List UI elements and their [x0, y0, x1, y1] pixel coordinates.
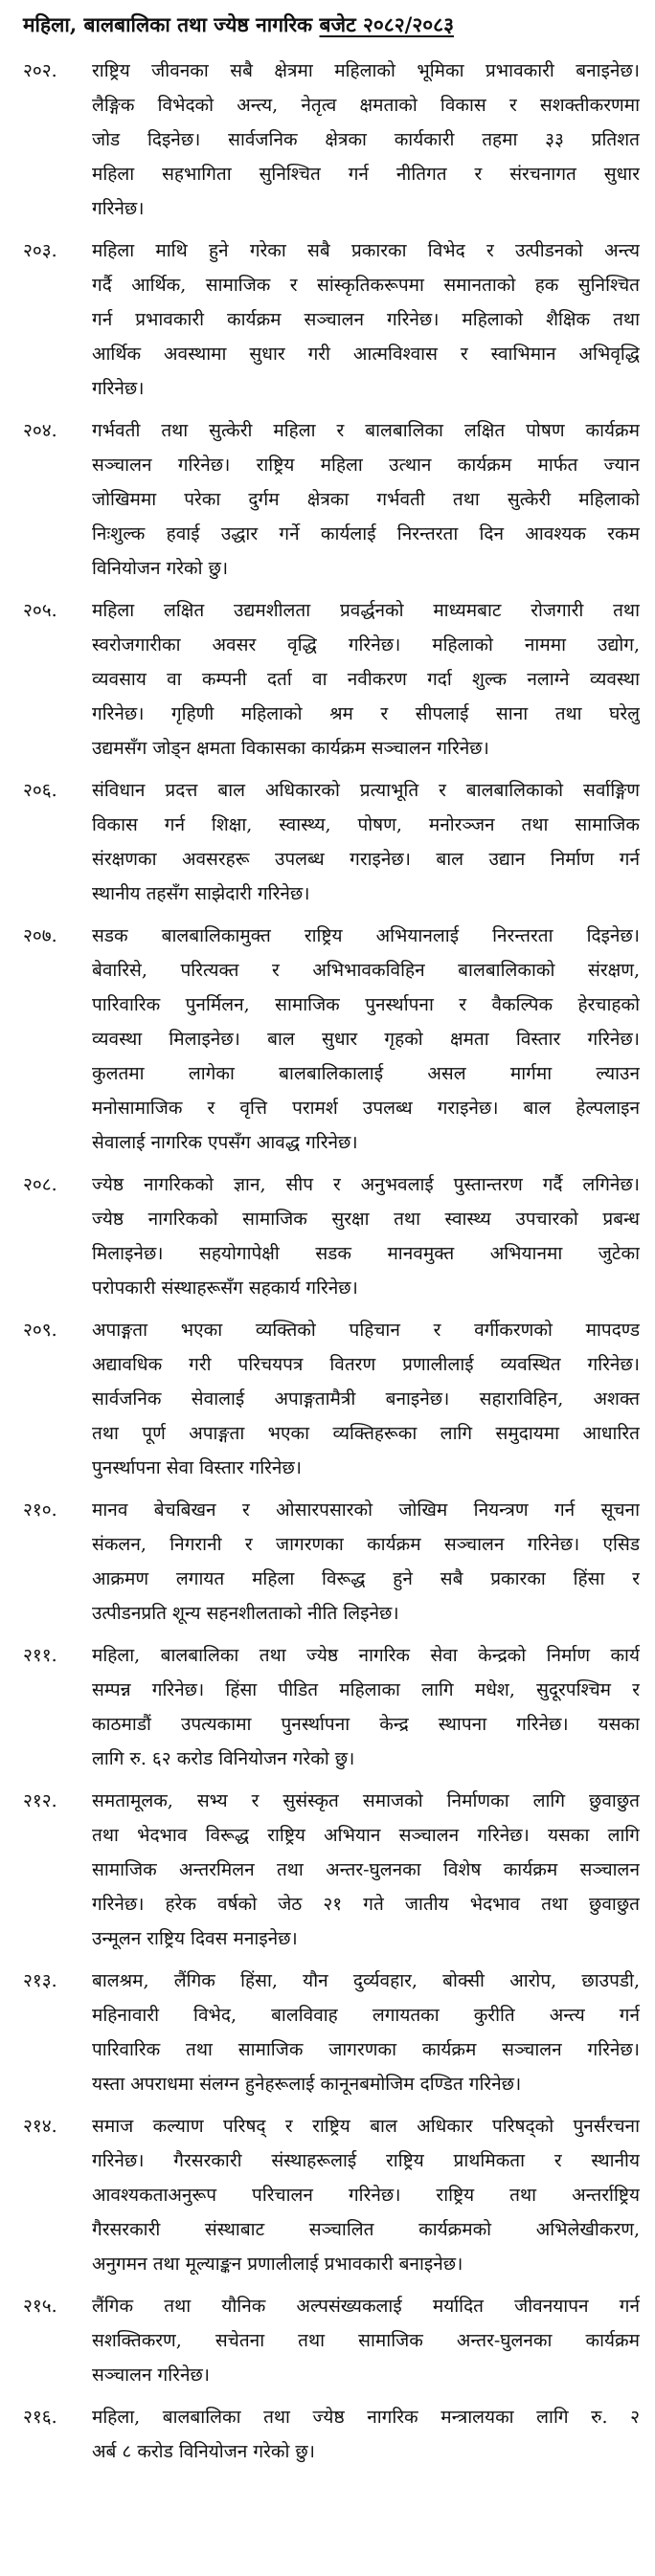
paragraph-text: [92, 1313, 640, 1485]
paragraph-line: संकलन, निगरानी र जागरणका कार्यक्रम सञ्चालन गरिनेछ। एसिड: [92, 1534, 640, 1555]
heading-prefix: महिला, बालबालिका तथा ज्येष्ठ नागरिक: [23, 12, 313, 36]
paragraph-line: लैंगिक तथा यौनिक अल्पसंख्यकलाई मर्यादित जीवनयापन गर्न: [92, 2296, 640, 2317]
paragraph-line: महिला, बालबालिका तथा ज्येष्ठ नागरिक मन्त्रालयका लागि रु. २: [92, 2407, 640, 2428]
paragraph-line: मनोसामाजिक र वृत्ति परामर्श उपलब्ध गराइनेछ। बाल हेल्पलाइन: [92, 1098, 640, 1119]
paragraph-line: गरिनेछ।: [92, 378, 145, 399]
paragraph-line: सम्पन्न गरिनेछ। हिंसा पीडित महिलाका लागि मधेश, सुदूरपश्चिम र: [92, 1679, 640, 1700]
paragraph-line: संरक्षणका अवसरहरू उपलब्ध गराइनेछ। बाल उद्यान निर्माण गर्न: [92, 849, 640, 870]
paragraph-number: २०६.: [23, 780, 57, 801]
paragraph-line: उत्पीडनप्रति शून्य सहनशीलताको नीति लिइनेछ।: [92, 1603, 399, 1624]
paragraph-line: संविधान प्रदत्त बाल अधिकारको प्रत्याभूति र बालबालिकाको सर्वाङ्गिण: [92, 780, 640, 801]
heading-budget-year: बजेट २०८२/२०८३: [319, 12, 454, 36]
paragraph-line: लैङ्गिक विभेदको अन्त्य, नेतृत्व क्षमताको विकास र सशक्तीकरणमा: [92, 95, 640, 116]
paragraph-line: महिला लक्षित उद्यमशीलता प्रवर्द्धनको माध्यमबाट रोजगारी तथा: [92, 600, 640, 621]
paragraph-number: २१४.: [23, 2116, 57, 2137]
paragraph-line: महिला, बालबालिका तथा ज्येष्ठ नागरिक सेवा केन्द्रको निर्माण कार्य: [92, 1645, 640, 1666]
paragraph-text: [92, 2289, 640, 2392]
paragraph-line: गर्भवती तथा सुत्केरी महिला र बालबालिका लक्षित पोषण कार्यक्रम: [92, 420, 640, 441]
paragraph-text: [92, 413, 640, 586]
paragraph-line: महिला सहभागिता सुनिश्चित गर्न नीतिगत र संरचनागत सुधार: [92, 164, 640, 185]
paragraph-line: सडक बालबालिकामुक्त राष्ट्रिय अभियानलाई निरन्तरता दिइनेछ।: [92, 925, 640, 946]
paragraph-line: सञ्चालन गरिनेछ। राष्ट्रिय महिला उत्थान कार्यक्रम मार्फत ज्यान: [92, 455, 640, 476]
paragraph-line: तथा भेदभाव विरूद्ध राष्ट्रिय अभियान सञ्चालन गरिनेछ। यसका लागि: [92, 1825, 640, 1846]
paragraph-line: गरिनेछ। गृहिणी महिलाको श्रम र सीपलाई साना तथा घरेलु: [92, 703, 640, 724]
paragraph-line: विनियोजन गरेको छु।: [92, 558, 229, 579]
paragraph-number: २१०.: [23, 1499, 57, 1521]
paragraph-text: [92, 2109, 640, 2281]
paragraph-number: २०२.: [23, 60, 57, 81]
paragraph-line: अर्ब ८ करोड विनियोजन गरेको छु।: [92, 2441, 315, 2462]
paragraph-line: आवश्यकताअनुरूप परिचालन गरिनेछ। राष्ट्रिय तथा अन्तर्राष्ट्रिय: [92, 2185, 640, 2206]
paragraph-line: निःशुल्क हवाई उद्धार गर्ने कार्यलाई निरन्तरता दिन आवश्यक रकम: [92, 523, 640, 544]
paragraph-line: पारिवारिक पुनर्मिलन, सामाजिक पुनर्स्थापना र वैकल्पिक हेरचाहको: [92, 994, 640, 1015]
paragraph-line: गर्दै आर्थिक, सामाजिक र सांस्कृतिकरूपमा समानताको हक सुनिश्चित: [92, 275, 640, 296]
paragraph-text: [92, 233, 640, 406]
paragraph-line: गर्न प्रभावकारी कार्यक्रम सञ्चालन गरिनेछ। महिलाको शैक्षिक तथा: [92, 309, 640, 330]
section-heading: [23, 6, 636, 44]
paragraph-text: [92, 593, 640, 766]
paragraph-line: सशक्तिकरण, सचेतना तथा सामाजिक अन्तर-घुलनका कार्यक्रम: [92, 2330, 640, 2351]
paragraph-line: विकास गर्न शिक्षा, स्वास्थ्य, पोषण, मनोरञ्जन तथा सामाजिक: [92, 814, 640, 835]
paragraph-line: राष्ट्रिय जीवनका सबै क्षेत्रमा महिलाको भूमिका प्रभावकारी बनाइनेछ।: [92, 60, 640, 81]
paragraph-line: लागि रु. ६२ करोड विनियोजन गरेको छु।: [92, 1748, 355, 1769]
paragraph-line: समाज कल्याण परिषद् र राष्ट्रिय बाल अधिकार परिषद्को पुनर्संरचना: [92, 2116, 640, 2137]
paragraph-line: पारिवारिक तथा सामाजिक जागरणका कार्यक्रम सञ्चालन गरिनेछ।: [92, 2039, 640, 2060]
paragraph-line: अनुगमन तथा मूल्याङ्कन प्रणालीलाई प्रभावकारी बनाइनेछ।: [92, 2254, 463, 2275]
paragraph-line: अद्यावधिक गरी परिचयपत्र वितरण प्रणालीलाई व्यवस्थित गरिनेछ।: [92, 1354, 640, 1375]
paragraph-line: गरिनेछ।: [92, 198, 145, 219]
paragraph-line: गैरसरकारी संस्थाबाट सञ्चालित कार्यक्रमको अभिलेखीकरण,: [92, 2219, 640, 2240]
paragraph-line: गरिनेछ। गैरसरकारी संस्थाहरूलाई राष्ट्रिय प्राथमिकता र स्थानीय: [92, 2150, 640, 2171]
paragraph-line: परोपकारी संस्थाहरूसँग सहकार्य गरिनेछ।: [92, 1277, 358, 1299]
paragraph-line: अपाङ्गता भएका व्यक्तिको पहिचान र वर्गीकरणको मापदण्ड: [92, 1320, 640, 1341]
paragraph-line: सार्वजनिक सेवालाई अपाङ्गतामैत्री बनाइनेछ। सहाराविहिन, अशक्त: [92, 1388, 640, 1410]
paragraph-line: आक्रमण लगायत महिला विरूद्ध हुने सबै प्रकारका हिंसा र: [92, 1568, 640, 1589]
paragraph-line: गरिनेछ। हरेक वर्षको जेठ २१ गते जातीय भेदभाव तथा छुवाछुत: [92, 1894, 640, 1915]
paragraph-line: तथा पूर्ण अपाङ्गता भएका व्यक्तिहरूका लागि समुदायमा आधारित: [92, 1423, 640, 1444]
paragraph-line: सामाजिक अन्तरमिलन तथा अन्तर-घुलनका विशेष कार्यक्रम सञ्चालन: [92, 1859, 640, 1880]
paragraph-number: २१२.: [23, 1790, 57, 1811]
paragraph-number: २०३.: [23, 240, 57, 261]
paragraph-line: पुनर्स्थापना सेवा विस्तार गरिनेछ।: [92, 1457, 302, 1478]
paragraph-text: [92, 2400, 640, 2469]
paragraph-line: जोड दिइनेछ। सार्वजनिक क्षेत्रका कार्यकारी तहमा ३३ प्रतिशत: [92, 129, 640, 150]
paragraph-text: [92, 919, 640, 1160]
paragraph-line: बेवारिसे, परित्यक्त र अभिभावकविहिन बालबालिकाको संरक्षण,: [92, 960, 640, 981]
paragraph-line: स्वरोजगारीका अवसर वृद्धि गरिनेछ। महिलाको नाममा उद्योग,: [92, 634, 640, 655]
paragraph-line: उन्मूलन राष्ट्रिय दिवस मनाइनेछ।: [92, 1928, 298, 1949]
paragraph-line: समतामूलक, सभ्य र सुसंस्कृत समाजको निर्माणका लागि छुवाछुत: [92, 1790, 640, 1811]
paragraph-text: [92, 54, 640, 226]
paragraph-text: [92, 773, 640, 911]
paragraph-line: महिनावारी विभेद, बालविवाह लगायतका कुरीति अन्त्य गर्न: [92, 2005, 640, 2026]
paragraph-line: स्थानीय तहसँग साझेदारी गरिनेछ।: [92, 883, 310, 904]
paragraph-line: ज्येष्ठ नागरिकको ज्ञान, सीप र अनुभवलाई पुस्तान्तरण गर्दै लगिनेछ।: [92, 1174, 640, 1195]
paragraph-line: बालश्रम, लैंगिक हिंसा, यौन दुर्व्यवहार, बोक्सी आरोप, छाउपडी,: [92, 1970, 640, 1991]
paragraph-number: २०४.: [23, 420, 57, 441]
paragraph-number: २१६.: [23, 2407, 57, 2428]
paragraph-line: जोखिममा परेका दुर्गम क्षेत्रका गर्भवती तथा सुत्केरी महिलाको: [92, 489, 640, 510]
paragraph-text: [92, 1493, 640, 1631]
paragraph-number: २०८.: [23, 1174, 57, 1195]
paragraph-line: सेवालाई नागरिक एपसँग आवद्ध गरिनेछ।: [92, 1132, 358, 1153]
paragraph-line: ज्येष्ठ नागरिकको सामाजिक सुरक्षा तथा स्वास्थ्य उपचारको प्रबन्ध: [92, 1209, 640, 1230]
paragraph-text: [92, 1964, 640, 2101]
paragraph-number: २११.: [23, 1645, 57, 1666]
paragraph-line: आर्थिक अवस्थामा सुधार गरी आत्मविश्वास र स्वाभिमान अभिवृद्धि: [92, 344, 640, 365]
paragraph-text: [92, 1638, 640, 1776]
paragraph-number: २१३.: [23, 1970, 57, 1991]
paragraph-line: महिला माथि हुने गरेका सबै प्रकारका विभेद र उत्पीडनको अन्त्य: [92, 240, 640, 261]
paragraph-line: मिलाइनेछ। सहयोगापेक्षी सडक मानवमुक्त अभियानमा जुटेका: [92, 1243, 640, 1264]
paragraph-text: [92, 1167, 640, 1305]
paragraph-line: काठमाडौं उपत्यकामा पुनर्स्थापना केन्द्र स्थापना गरिनेछ। यसका: [92, 1714, 640, 1735]
paragraph-number: २०९.: [23, 1320, 57, 1341]
paragraph-line: यस्ता अपराधमा संलग्न हुनेहरूलाई कानूनबमोजिम दण्डित गरिनेछ।: [92, 2074, 522, 2095]
paragraph-line: व्यवस्था मिलाइनेछ। बाल सुधार गृहको क्षमता विस्तार गरिनेछ।: [92, 1029, 640, 1050]
paragraph-line: व्यवसाय वा कम्पनी दर्ता वा नवीकरण गर्दा शुल्क नलाग्ने व्यवस्था: [92, 669, 640, 690]
paragraph-line: मानव बेचबिखन र ओसारपसारको जोखिम नियन्त्रण गर्न सूचना: [92, 1499, 640, 1521]
paragraph-line: सञ्चालन गरिनेछ।: [92, 2365, 211, 2386]
paragraph-text: [92, 1784, 640, 1956]
paragraph-number: २१५.: [23, 2296, 57, 2317]
paragraph-number: २०७.: [23, 925, 57, 946]
paragraph-line: उद्यमसँग जोड्न क्षमता विकासका कार्यक्रम सञ्चालन गरिनेछ।: [92, 738, 489, 759]
paragraph-number: २०५.: [23, 600, 57, 621]
paragraph-line: कुलतमा लागेका बालबालिकालाई असल मार्गमा ल्याउन: [92, 1063, 640, 1084]
